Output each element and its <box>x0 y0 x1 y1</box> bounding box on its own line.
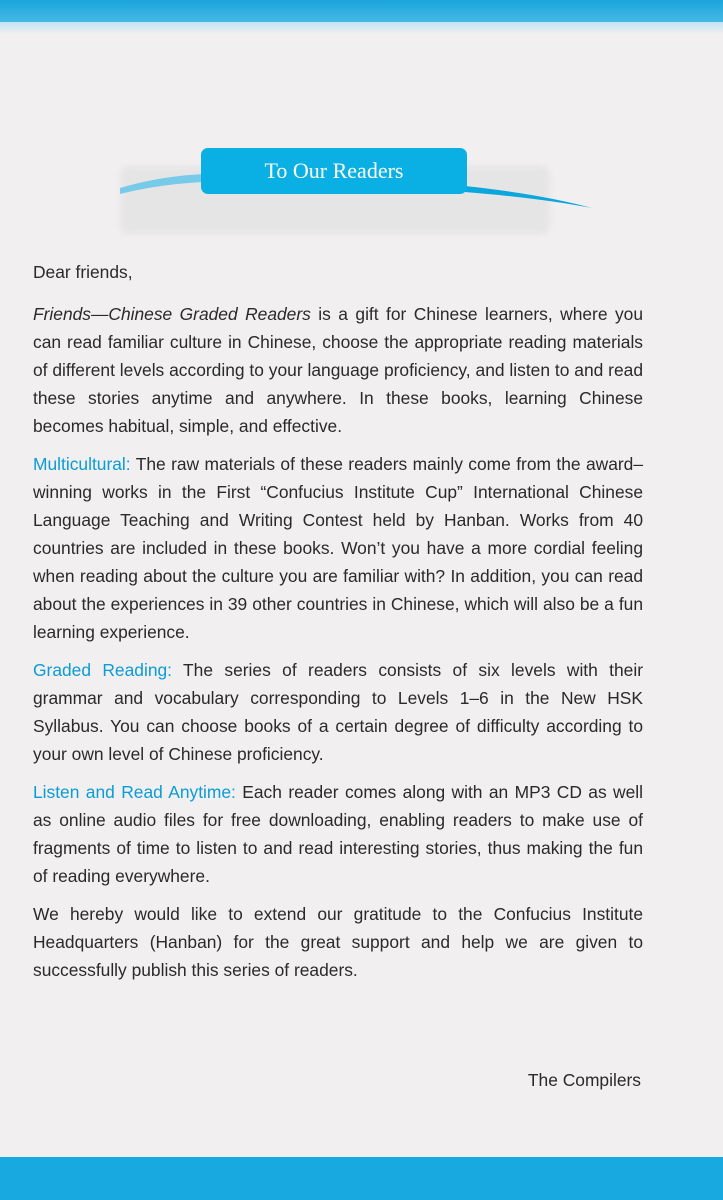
bottom-color-band <box>0 1157 723 1200</box>
section-heading: Graded Reading: <box>33 660 172 680</box>
book-title: Friends—Chinese Graded Readers <box>33 304 311 324</box>
closing-paragraph: We hereby would like to extend our gratitude to the Confucius Institute Headquarters (Hanban) for the great support and help we are given to successfully publish this series of readers. <box>33 904 643 980</box>
section-heading: Multicultural: <box>33 454 131 474</box>
section-text: Each reader comes along with an MP3 CD as well as online audio files for free downloading, enabling readers to make use of fragments of time to listen to and read interesting stories, thus making the fun of reading everywhere. <box>33 782 644 886</box>
greeting: Dear friends, <box>33 262 133 282</box>
section-text: The series of readers consists of six levels with their grammar and vocabulary corresponding to Levels 1–6 in the New HSK Syllabus. You can choose books of a certain degree of difficulty according to your own level of Chinese proficiency. <box>33 660 644 764</box>
intro-paragraph <box>33 300 643 440</box>
section-heading: Listen and Read Anytime: <box>33 782 236 802</box>
top-color-band <box>0 0 723 22</box>
section-graded-reading <box>33 656 643 768</box>
letter-body <box>33 258 643 994</box>
intro-text: is a gift for Chinese learners, where you can read familiar culture in Chinese, choose the appropriate reading materials of different levels according to your language proficiency, and listen to and read these stories anytime and anywhere. In these books, learning Chinese becomes habitual, simple, and effective. <box>33 304 644 436</box>
page-title: To Our Readers <box>201 148 467 194</box>
top-band-fade <box>0 22 723 34</box>
section-multicultural <box>33 450 643 646</box>
section-text: The raw materials of these readers mainly come from the award–winning works in the First “Confucius Institute Cup” International Chinese Language Teaching and Writing Contest held by Hanban. Works from 40 countries are included in these books. Won’t you have a more cordial feeling when reading about the culture you are familiar with? In addition, you can read about the experiences in 39 other countries in Chinese, which will also be a fun learning experience. <box>33 454 643 642</box>
section-listen-read <box>33 778 643 890</box>
signature: The Compilers <box>527 1070 641 1090</box>
